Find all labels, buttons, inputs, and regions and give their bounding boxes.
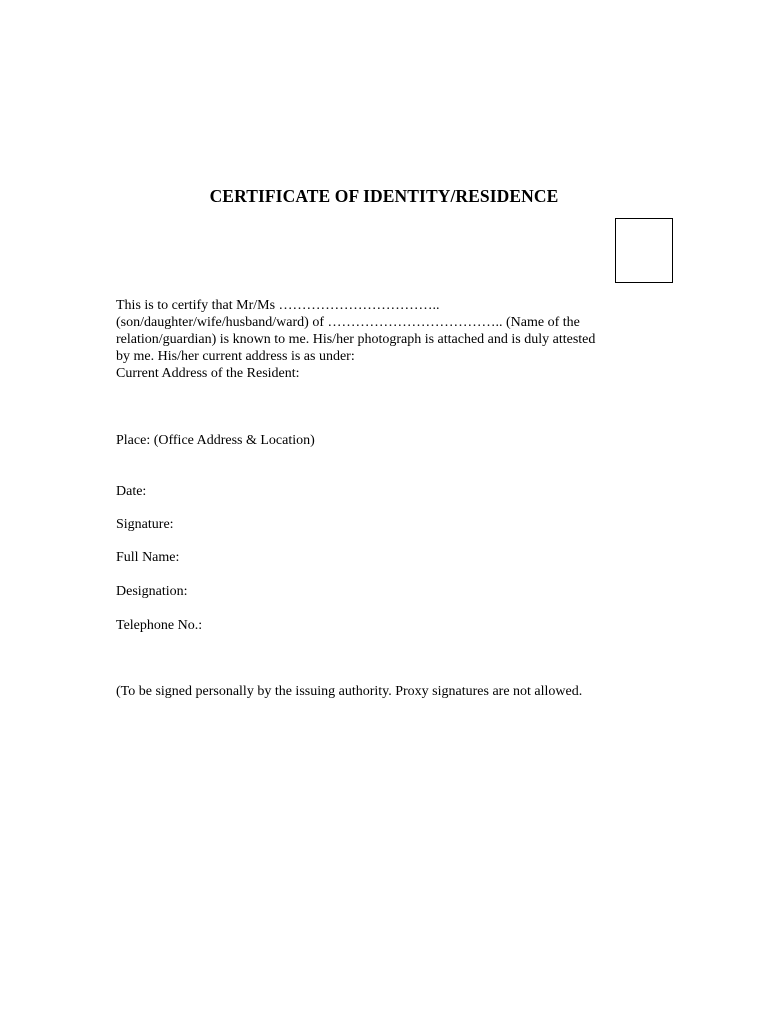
certify-line-1: This is to certify that Mr/Ms …………………………….. <box>116 298 440 313</box>
certify-line-4: by me. His/her current address is as under: <box>116 349 355 364</box>
full-name-label: Full Name: <box>116 550 180 565</box>
place-label: Place: (Office Address & Location) <box>116 433 315 448</box>
current-address-label: Current Address of the Resident: <box>116 366 300 381</box>
designation-label: Designation: <box>116 584 188 599</box>
certify-line-3: relation/guardian) is known to me. His/her photograph is attached and is duly attested <box>116 332 596 347</box>
certification-paragraph <box>116 297 595 382</box>
photograph-box <box>615 218 673 283</box>
document-title: CERTIFICATE OF IDENTITY/RESIDENCE <box>209 186 559 206</box>
footer-note: (To be signed personally by the issuing authority. Proxy signatures are not allowed. <box>116 684 583 699</box>
telephone-label: Telephone No.: <box>116 618 203 633</box>
signature-label: Signature: <box>116 517 174 532</box>
certify-line-2: (son/daughter/wife/husband/ward) of ……………………………….. (Name of the <box>116 315 580 330</box>
date-label: Date: <box>116 484 147 499</box>
